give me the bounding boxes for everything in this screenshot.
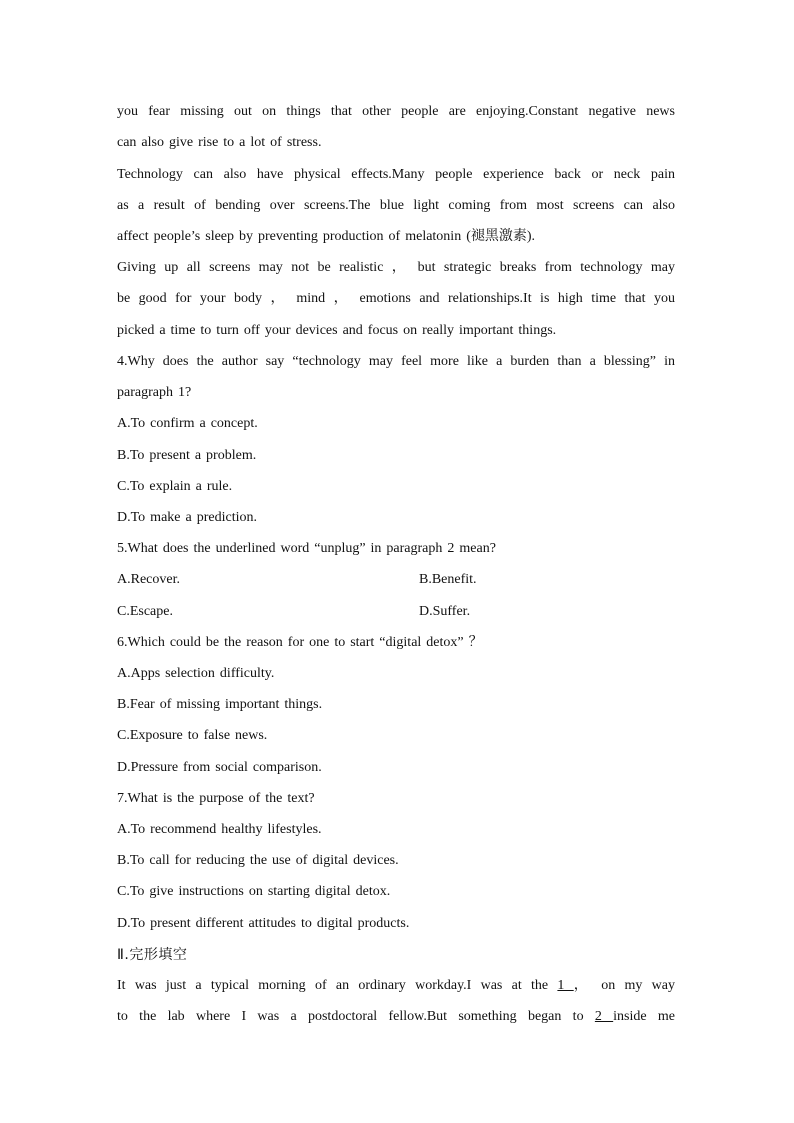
passage-line: affect people’s sleep by preventing production of melatonin (褪黑激素). (117, 229, 536, 244)
question-5-option-a: A.Recover. (117, 572, 180, 587)
cloze-blank-2: 2 (594, 1009, 614, 1024)
question-7-option-b: B.To call for reducing the use of digital devices. (117, 853, 399, 868)
question-6-option-b: B.Fear of missing important things. (117, 697, 323, 712)
question-5-option-d: D.Suffer. (419, 604, 471, 619)
cloze-text: ， on my way (573, 978, 676, 993)
question-4-option-a: A.To confirm a concept. (117, 416, 258, 431)
question-4-option-b: B.To present a problem. (117, 448, 257, 463)
question-5-option-c: C.Escape. (117, 604, 173, 619)
cloze-line-1 (117, 977, 675, 995)
passage-line: as a result of bending over screens.The blue light coming from most screens can also (117, 198, 675, 213)
question-5-row-2 (117, 603, 675, 621)
passage-line: Giving up all screens may not be realistic ， but strategic breaks from technology may (117, 260, 675, 275)
question-5-option-b: B.Benefit. (419, 572, 477, 587)
cloze-text: It was just a typical morning of an ordinary workday.I was at the (117, 978, 558, 993)
cloze-text: inside me (613, 1009, 676, 1024)
question-5-stem: 5.What does the underlined word “unplug” in paragraph 2 mean? (117, 541, 496, 556)
question-4-option-c: C.To explain a rule. (117, 479, 233, 494)
question-6-option-a: A.Apps selection difficulty. (117, 666, 275, 681)
question-4-stem: 4.Why does the author say “technology may feel more like a burden than a blessing” in (117, 354, 675, 369)
cloze-text: to the lab where I was a postdoctoral fellow.But something began to (117, 1009, 595, 1024)
question-6-option-c: C.Exposure to false news. (117, 728, 268, 743)
passage-line: be good for your body ， mind ， emotions and relationships.It is high time that you (117, 291, 675, 306)
question-7-option-d: D.To present different attitudes to digital products. (117, 916, 410, 931)
question-6-option-d: D.Pressure from social comparison. (117, 760, 322, 775)
question-7-option-c: C.To give instructions on starting digital detox. (117, 884, 391, 899)
section-heading: Ⅱ.完形填空 (117, 947, 188, 963)
question-6-stem: 6.Which could be the reason for one to start “digital detox” ？ (117, 635, 483, 650)
question-7-option-a: A.To recommend healthy lifestyles. (117, 822, 322, 837)
cloze-blank-1: 1 (557, 978, 574, 993)
question-4-stem-cont: paragraph 1? (117, 385, 192, 400)
passage-line: Technology can also have physical effects.Many people experience back or neck pain (117, 167, 675, 182)
question-5-row-1 (117, 571, 675, 589)
passage-line: picked a time to turn off your devices and focus on really important things. (117, 323, 557, 338)
passage-line: you fear missing out on things that other people are enjoying.Constant negative news (117, 104, 675, 119)
cloze-line-2 (117, 1008, 675, 1026)
passage-line: can also give rise to a lot of stress. (117, 135, 322, 150)
question-4-option-d: D.To make a prediction. (117, 510, 257, 525)
question-7-stem: 7.What is the purpose of the text? (117, 791, 315, 806)
